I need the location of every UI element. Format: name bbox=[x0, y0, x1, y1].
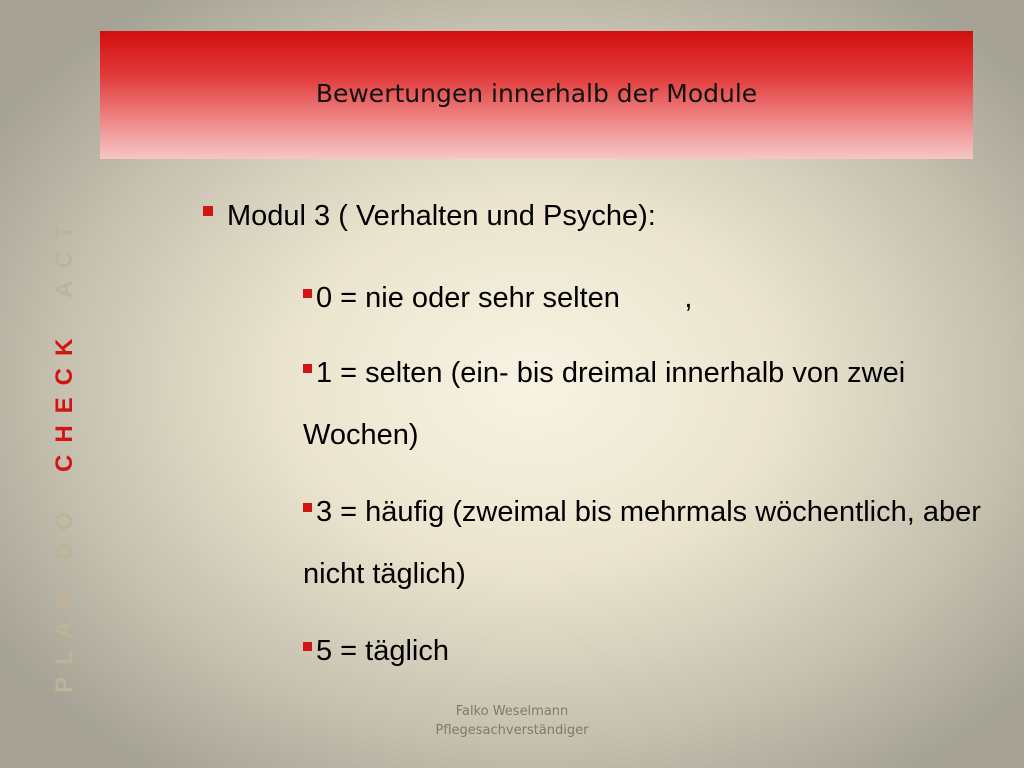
list-item-text: 1 = selten (ein- bis dreimal innerhalb von zwei Wochen) bbox=[303, 357, 906, 451]
list-item bbox=[303, 481, 983, 605]
side-label-act: ACT bbox=[51, 212, 78, 298]
list-item-text: 5 = täglich bbox=[316, 635, 450, 667]
footer-role: Pflegesachverständiger bbox=[435, 723, 589, 738]
list-item bbox=[303, 267, 983, 329]
square-bullet-icon bbox=[303, 289, 312, 298]
list-item bbox=[303, 620, 983, 682]
heading-bullet bbox=[203, 200, 656, 233]
square-bullet-icon bbox=[303, 642, 312, 651]
footer-name: Falko Weselmann bbox=[455, 704, 569, 719]
list-item-text: 3 = häufig (zweimal bis mehrmals wöchentlich, aber nicht täglich) bbox=[303, 496, 981, 590]
side-label-check: CHECK bbox=[51, 326, 78, 472]
footer bbox=[412, 702, 612, 740]
slide-title: Bewertungen innerhalb der Module bbox=[315, 79, 758, 108]
list-item-text: 0 = nie oder sehr selten , bbox=[316, 282, 693, 314]
title-bar bbox=[100, 31, 973, 159]
slide-heading: Modul 3 ( Verhalten und Psyche): bbox=[227, 200, 656, 232]
side-label-do: DO bbox=[51, 500, 78, 560]
list-item bbox=[303, 342, 983, 466]
square-bullet-icon bbox=[303, 364, 312, 373]
square-bullet-icon bbox=[203, 206, 213, 216]
square-bullet-icon bbox=[303, 503, 312, 512]
side-label-plan: PLAN bbox=[51, 579, 78, 693]
